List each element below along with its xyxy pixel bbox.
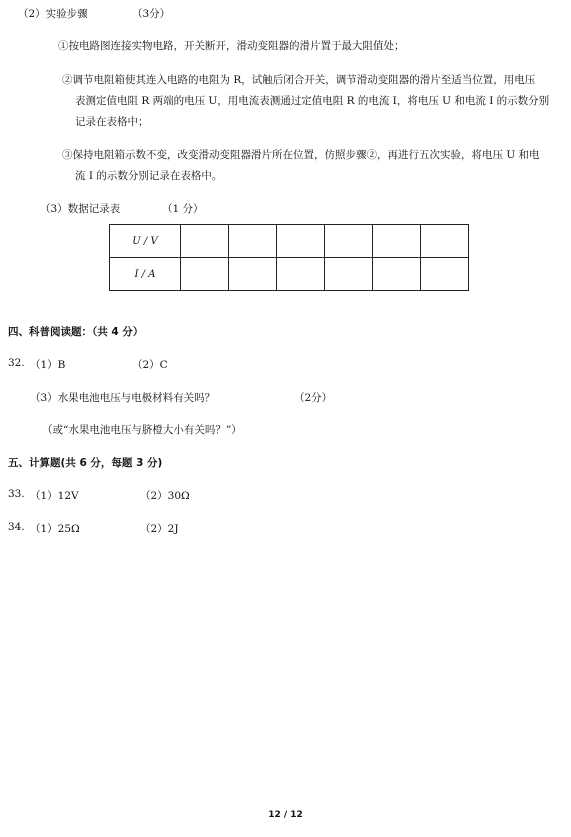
table-cell	[181, 258, 229, 291]
step-2-line-1: ②调节电阻箱使其连入电路的电阻为 R，试触后闭合开关，调节滑动变阻器的滑片至适当位置，用电压	[62, 74, 536, 86]
table-cell	[277, 225, 325, 258]
question-34-number: 34.	[8, 521, 25, 533]
experiment-steps-score: （3分）	[132, 8, 171, 20]
table-cell	[229, 258, 277, 291]
table-cell	[325, 225, 373, 258]
question-32-answer-3-score: （2分）	[294, 392, 333, 404]
question-32-alternative: （或“水果电池电压与脐橙大小有关吗？”）	[42, 424, 242, 436]
table-cell	[229, 225, 277, 258]
row-label-voltage: U / V	[110, 225, 181, 258]
question-34-answer-2: （2）2J	[140, 523, 179, 535]
table-cell	[277, 258, 325, 291]
data-record-table	[109, 224, 469, 291]
table-cell	[421, 225, 469, 258]
question-33-number: 33.	[8, 488, 25, 500]
question-32-answer-1: （1）B	[30, 359, 66, 371]
data-table-score: （1 分）	[162, 203, 204, 215]
data-table-heading: （3）数据记录表	[40, 203, 121, 215]
table-cell	[181, 225, 229, 258]
question-33-answer-1: （1）12V	[30, 490, 79, 502]
page-number: 12 / 12	[268, 810, 303, 820]
table-cell	[325, 258, 373, 291]
table-row	[110, 258, 469, 291]
table-row	[110, 225, 469, 258]
question-34-answer-1: （1）25Ω	[30, 523, 80, 535]
table-cell	[373, 258, 421, 291]
experiment-steps-heading: （2）实验步骤	[18, 8, 88, 20]
step-2-line-3: 记录在表格中；	[75, 116, 149, 128]
step-3-line-1: ③保持电阻箱示数不变，改变滑动变阻器滑片所在位置，仿照步骤②，再进行五次实验，将电压 U 和电	[62, 149, 540, 161]
table-cell	[373, 225, 421, 258]
question-32-answer-3: （3）水果电池电压与电极材料有关吗？	[30, 392, 216, 404]
row-label-current: I / A	[110, 258, 181, 291]
step-1: ①按电路图连接实物电路，开关断开，滑动变阻器的滑片置于最大阻值处；	[58, 40, 405, 52]
part-4-title: 四、科普阅读题：（共 4 分）	[8, 326, 144, 338]
part-5-title: 五、计算题(共 6 分，每题 3 分)	[8, 457, 163, 469]
table-cell	[421, 258, 469, 291]
step-3-line-2: 流 I 的示数分别记录在表格中。	[75, 170, 223, 182]
question-32-number: 32.	[8, 357, 25, 369]
question-33-answer-2: （2）30Ω	[140, 490, 190, 502]
step-2-line-2: 表测定值电阻 R 两端的电压 U，用电流表测通过定值电阻 R 的电流 I，将电压 U 和电流 I 的示数分别	[75, 95, 550, 107]
question-32-answer-2: （2）C	[132, 359, 168, 371]
